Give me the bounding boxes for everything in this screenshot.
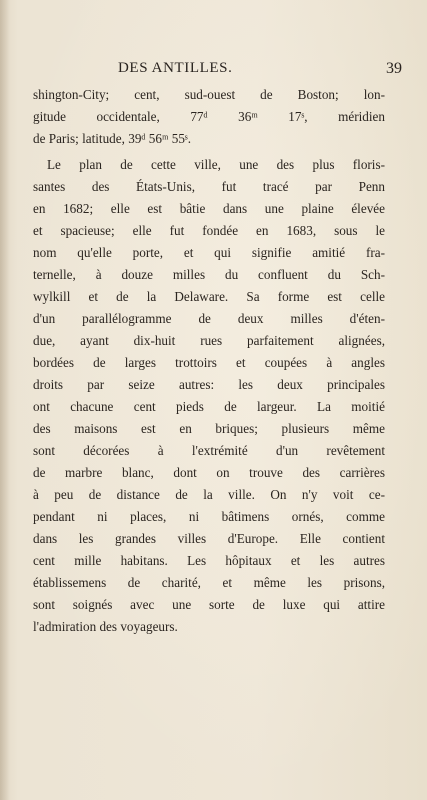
text-line: sont soignés avec une sorte de luxe qui attire	[33, 597, 385, 612]
text-line: cent mille habitans. Les hôpitaux et les autres	[33, 553, 385, 568]
text-line: droits par seize autres: les deux principales	[33, 377, 385, 392]
gutter-shadow	[0, 0, 10, 800]
text-line: wylkill et de la Delaware. Sa forme est celle	[33, 289, 385, 304]
running-head: DES ANTILLES.	[118, 60, 233, 76]
text-line: Le plan de cette ville, une des plus floris-	[47, 157, 385, 172]
text-line: shington-City; cent, sud-ouest de Boston; lon-	[33, 87, 385, 102]
text-line: et spacieuse; elle fut fondée en 1683, sous le	[33, 223, 385, 238]
text-line: l'admiration des voyageurs.	[33, 619, 178, 634]
text-line: des maisons est en briques; plusieurs même	[33, 421, 385, 436]
text-line: à peu de distance de la ville. On n'y voit ce-	[33, 487, 385, 502]
text-line: de Paris; latitude, 39ᵈ 56ᵐ 55ˢ.	[33, 131, 192, 146]
text-line: en 1682; elle est bâtie dans une plaine élevée	[33, 201, 385, 216]
text-line: ont chacune cent pieds de largeur. La moitié	[33, 399, 385, 414]
text-line: ternelle, à douze milles du confluent du Sch-	[33, 267, 385, 282]
text-line: pendant ni places, ni bâtimens ornés, comme	[33, 509, 385, 524]
page-number: 39	[386, 60, 402, 77]
text-line: nom qu'elle porte, et qui signifie amitié fra-	[33, 245, 385, 260]
text-line: sont décorées à l'extrémité d'un revêtement	[33, 443, 385, 458]
text-line: établissemens de charité, et même les prisons,	[33, 575, 385, 590]
text-line: d'un parallélogramme de deux milles d'éten-	[33, 311, 385, 326]
text-line: dans les grandes villes d'Europe. Elle contient	[33, 531, 385, 546]
text-line: bordées de larges trottoirs et coupées à angles	[33, 355, 385, 370]
body-text	[33, 84, 385, 638]
page-header	[30, 60, 402, 80]
text-line: gitude occidentale, 77ᵈ 36ᵐ 17ˢ, méridien	[33, 109, 385, 124]
text-line: due, ayant dix-huit rues parfaitement alignées,	[33, 333, 385, 348]
text-line: de marbre blanc, dont on trouve des carrières	[33, 465, 385, 480]
text-line: santes des États-Unis, fut tracé par Penn	[33, 179, 385, 194]
